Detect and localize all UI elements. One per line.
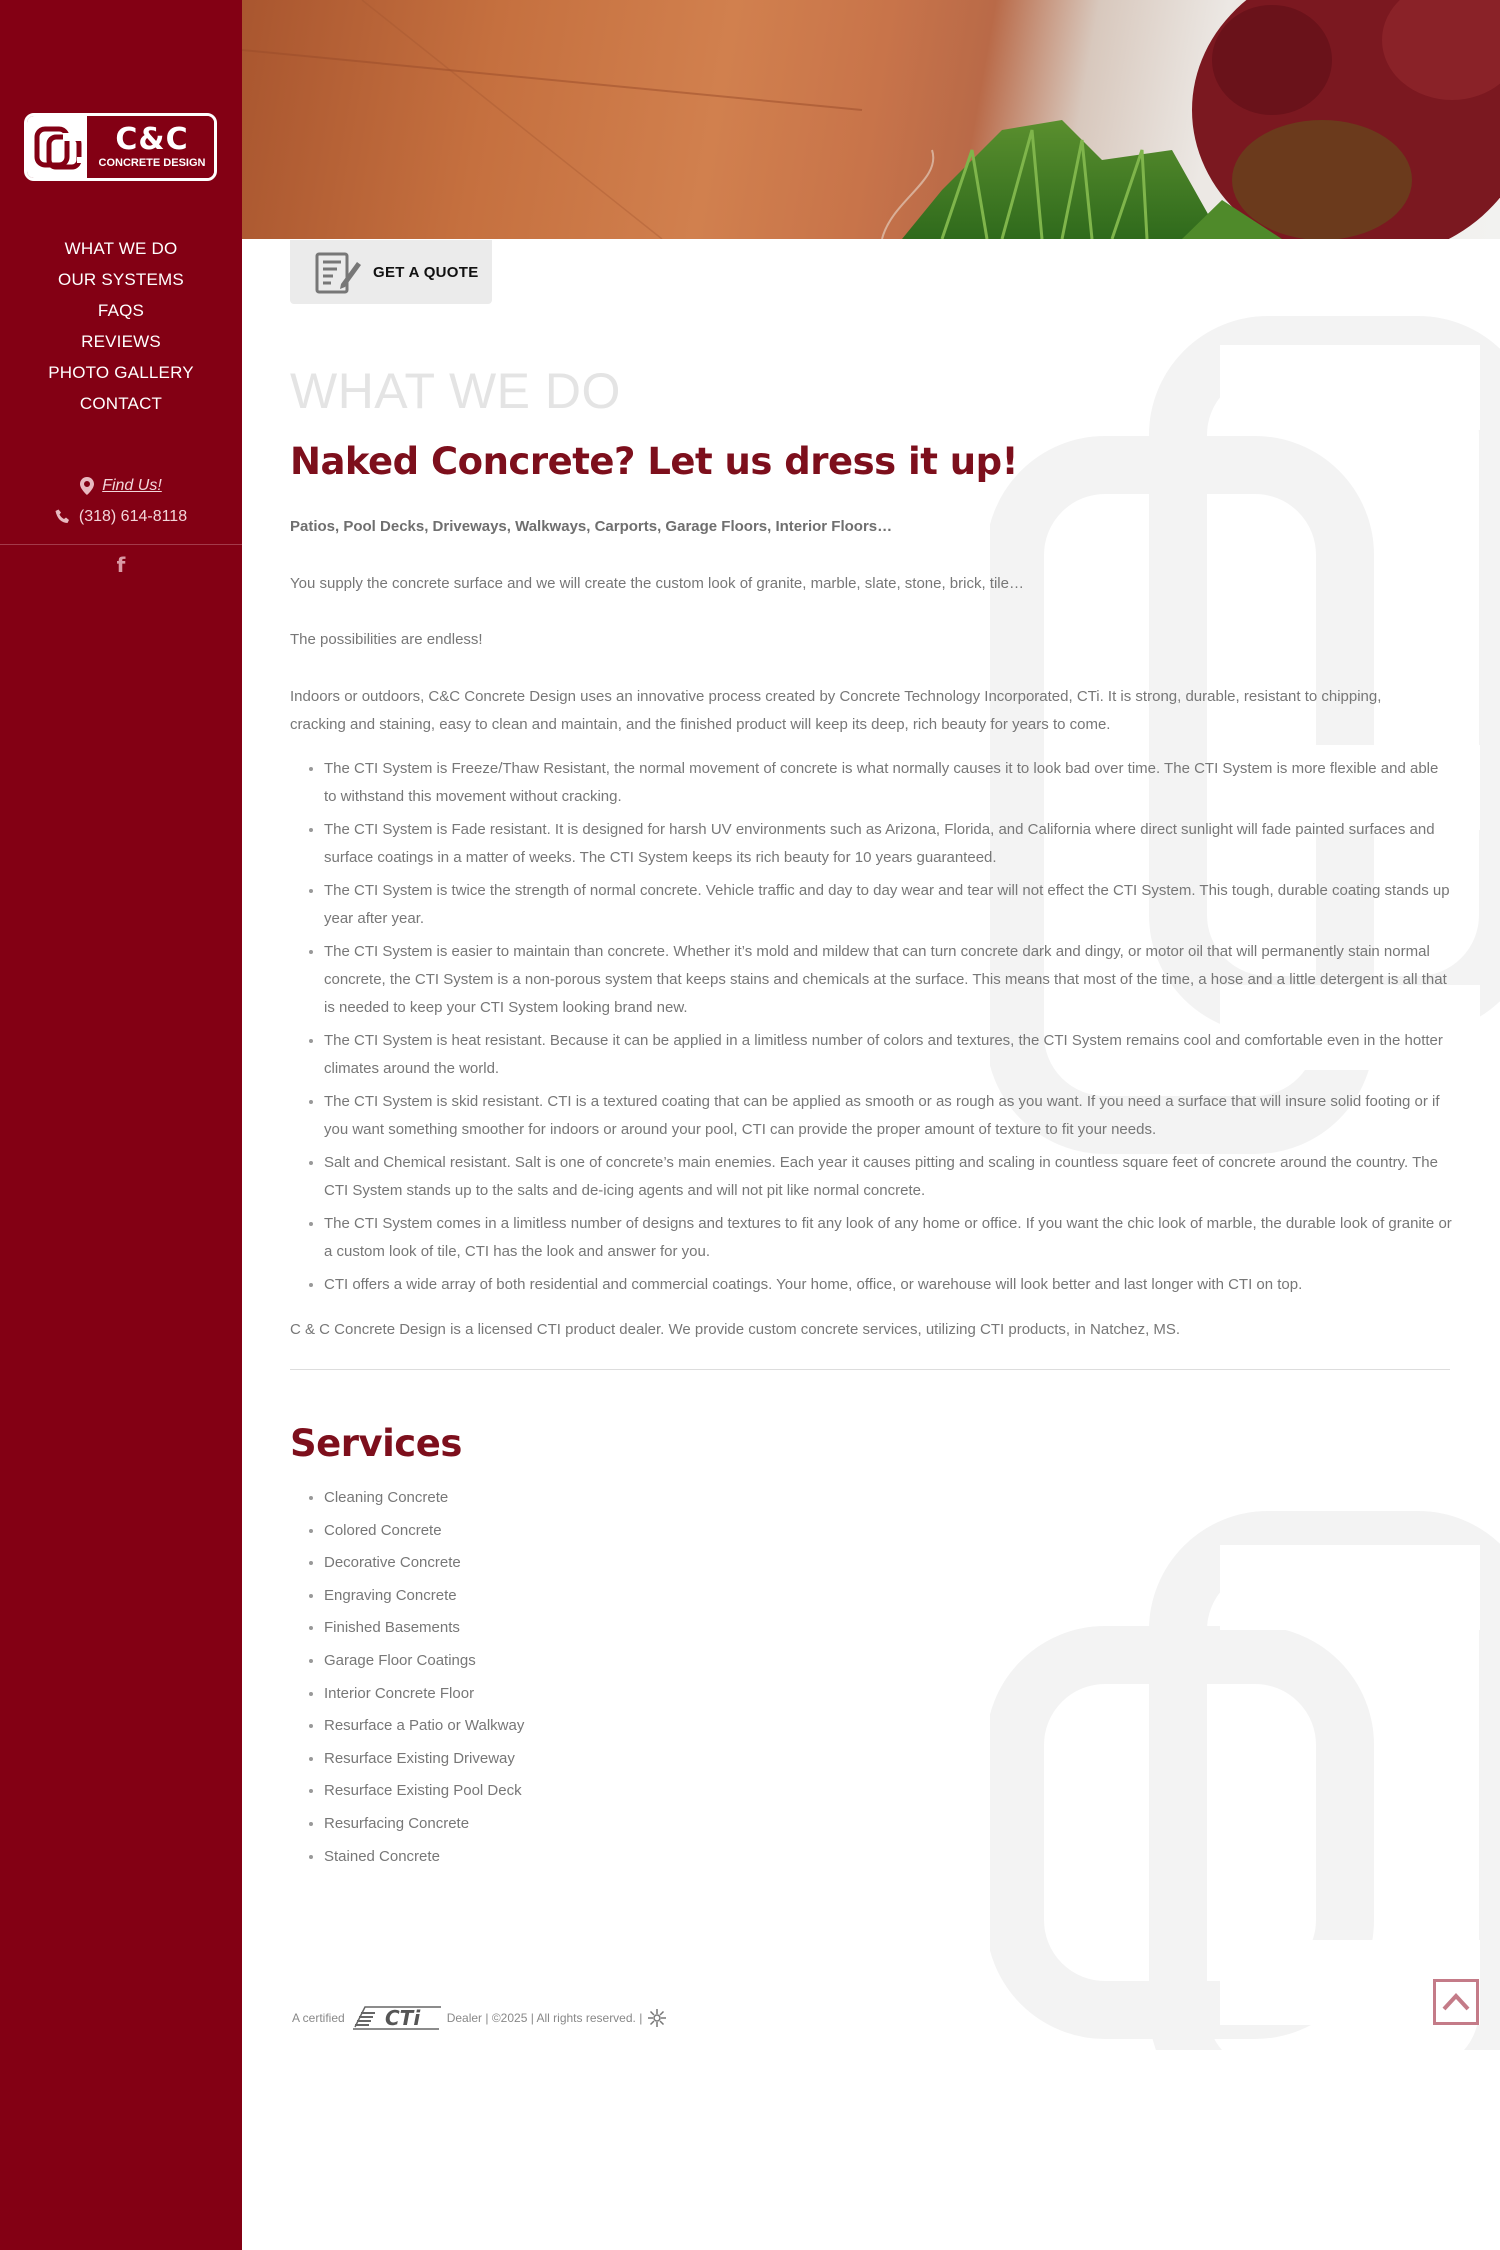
section-title: WHAT WE DO xyxy=(290,363,621,419)
nav-item-photo-gallery[interactable]: PHOTO GALLERY xyxy=(48,363,194,382)
background-logo-watermark-bottom xyxy=(990,1505,1500,2050)
list-item: • The CTI System comes in a limitless number of designs and textures to fit any look of any home or office. If you want the chic look of marble, the durable look of granite or a custom look of tile, CTI has the look and answer for you. xyxy=(324,1210,1454,1266)
surfaces-paragraph: Patios, Pool Decks, Driveways, Walkways, Carports, Garage Floors, Interior Floors… xyxy=(290,518,893,535)
list-item: • Colored Concrete xyxy=(324,1515,524,1548)
scroll-to-top-button[interactable] xyxy=(1433,1979,1479,2025)
facebook-icon[interactable]: f xyxy=(116,553,126,577)
get-a-quote-label: GET A QUOTE xyxy=(373,263,479,281)
site-logo[interactable] xyxy=(24,113,217,181)
nav-item-our-systems[interactable]: OUR SYSTEMS xyxy=(58,270,184,289)
phone-row xyxy=(0,501,242,532)
services-title: Services xyxy=(290,1422,462,1465)
footer xyxy=(292,2003,668,2033)
footer-suffix: Dealer | ©2025 | All rights reserved. | xyxy=(446,2011,643,2025)
list-item: • Resurfacing Concrete xyxy=(324,1808,524,1841)
find-us-link[interactable]: Find Us! xyxy=(102,477,162,494)
cti-logo-link[interactable] xyxy=(351,2003,443,2034)
list-item: • Decorative Concrete xyxy=(324,1547,524,1580)
endless-paragraph: The possibilities are endless! xyxy=(290,631,483,648)
headline: Naked Concrete? Let us dress it up! xyxy=(290,440,1019,483)
logo-big-text: C&C xyxy=(115,121,189,157)
main-nav xyxy=(0,233,242,419)
hero-concrete-and-plants xyxy=(242,0,1500,239)
section-divider xyxy=(290,1369,1450,1370)
list-item: • CTI offers a wide array of both residential and commercial coatings. Your home, office, or warehouse will look better and last longer with CTI on top. xyxy=(324,1271,1454,1299)
nav-item-faqs[interactable]: FAQS xyxy=(97,301,145,320)
get-a-quote-button[interactable] xyxy=(290,240,492,304)
hero-image xyxy=(242,0,1500,239)
list-item: • Engraving Concrete xyxy=(324,1580,524,1613)
services-list xyxy=(290,1482,524,1873)
list-item: • Stained Concrete xyxy=(324,1841,524,1874)
list-item: • The CTI System is heat resistant. Because it can be applied in a limitless number of colors and textures, the CTI System remains cool and comfortable even in the hotter climates around the world. xyxy=(324,1027,1454,1083)
find-us-row xyxy=(0,470,242,501)
phone-link[interactable]: (318) 614-8118 xyxy=(78,508,188,525)
list-item: • Finished Basements xyxy=(324,1612,524,1645)
logo-small-text: CONCRETE DESIGN xyxy=(98,156,206,169)
sidebar-divider xyxy=(0,544,242,545)
list-item: • Resurface a Patio or Walkway xyxy=(324,1710,524,1743)
contact-info xyxy=(0,470,242,532)
phone-icon xyxy=(55,509,71,525)
list-item: • The CTI System is Fade resistant. It is designed for harsh UV environments such as Arizona, Florida, and California where direct sunlight will fade painted surfaces and surface coatings in a matter of weeks. The CTI System keeps its rich beauty for 10 years guaranteed. xyxy=(324,816,1454,872)
cti-logo-icon xyxy=(351,2003,443,2031)
features-list xyxy=(290,755,1454,1304)
list-item: • Salt and Chemical resistant. Salt is one of concrete’s main enemies. Each year it causes pitting and scaling in countless square feet of concrete around the country. The CTI System stands up to the salts and de-icing agents and will not pit like normal concrete. xyxy=(324,1149,1454,1205)
list-item: • Resurface Existing Pool Deck xyxy=(324,1775,524,1808)
nav-item-reviews[interactable]: REVIEWS xyxy=(81,332,161,351)
list-item: • Garage Floor Coatings xyxy=(324,1645,524,1678)
logo-mark-icon xyxy=(33,123,85,173)
map-pin-icon xyxy=(80,477,94,495)
web-designer-badge-icon[interactable] xyxy=(646,2007,668,2029)
cti-logo-text: CTi xyxy=(384,2005,420,2030)
nav-item-contact[interactable]: CONTACT xyxy=(79,394,163,413)
indoors-paragraph: Indoors or outdoors, C&C Concrete Design uses an innovative process created by Concrete Technology Incorporated, CTi. It is strong, durable, resistant to chipping, cracking and staining, easy to clean and maintain, and the finished product will keep its deep, rich beauty for years to come. xyxy=(290,688,1382,733)
sidebar xyxy=(0,0,242,2250)
logo-wordmark xyxy=(90,116,214,178)
dealer-paragraph: C & C Concrete Design is a licensed CTI product dealer. We provide custom concrete services, utilizing CTI products, in Natchez, MS. xyxy=(290,1321,1181,1338)
list-item: • The CTI System is skid resistant. CTI is a textured coating that can be applied as smooth or as rough as you want. If you need a surface that will insure solid footing or if you want something smoother for indoors or around your pool, CTI can provide the proper amount of texture to fit your needs. xyxy=(324,1088,1454,1144)
supply-paragraph: You supply the concrete surface and we will create the custom look of granite, marble, slate, stone, brick, tile… xyxy=(290,575,1024,592)
list-item: • The CTI System is Freeze/Thaw Resistant, the normal movement of concrete is what normally causes it to look bad over time. The CTI System is more flexible and able to withstand this movement without cracking. xyxy=(324,755,1454,811)
chevron-up-icon xyxy=(1436,1982,1476,2022)
list-item: • Interior Concrete Floor xyxy=(324,1678,524,1711)
footer-prefix: A certified xyxy=(292,2011,345,2025)
nav-item-what-we-do[interactable]: WHAT WE DO xyxy=(64,239,178,258)
list-item: • Resurface Existing Driveway xyxy=(324,1743,524,1776)
list-item: • Cleaning Concrete xyxy=(324,1482,524,1515)
list-item: • The CTI System is twice the strength of normal concrete. Vehicle traffic and day to day wear and tear will not effect the CTI System. This tough, durable coating stands up year after year. xyxy=(324,877,1454,933)
quote-form-icon xyxy=(313,248,361,296)
list-item: • The CTI System is easier to maintain than concrete. Whether it’s mold and mildew that can turn concrete dark and dingy, or motor oil that will permanently stain normal concrete, the CTI System is a non-porous system that keeps stains and chemicals at the surface. This means that most of the time, a hose and a little detergent is all that is needed to keep your CTI System looking brand new. xyxy=(324,938,1454,1022)
